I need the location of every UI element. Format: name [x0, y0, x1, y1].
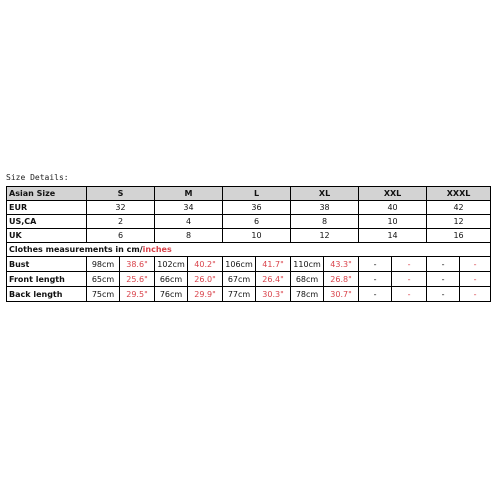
cm-cell: 102cm	[155, 257, 188, 272]
table-cell: 2	[87, 215, 155, 229]
table-cell: 34	[155, 201, 223, 215]
measurement-row-bust	[7, 257, 491, 272]
cm-cell: -	[359, 287, 392, 302]
table-cell: 10	[223, 229, 291, 243]
size-row-uk	[7, 229, 491, 243]
cm-cell: -	[427, 287, 460, 302]
inch-cell: 26.4"	[256, 272, 291, 287]
inch-cell: 29.5"	[120, 287, 155, 302]
table-cell: 10	[359, 215, 427, 229]
size-header-s: S	[87, 187, 155, 201]
table-cell: 36	[223, 201, 291, 215]
inch-cell: 41.7"	[256, 257, 291, 272]
cm-cell: 78cm	[291, 287, 324, 302]
inch-cell: -	[392, 257, 427, 272]
table-cell: 42	[427, 201, 491, 215]
table-cell: 12	[291, 229, 359, 243]
size-chart-table	[6, 186, 491, 302]
inch-cell: 30.7"	[324, 287, 359, 302]
inch-cell: 26.0"	[188, 272, 223, 287]
inch-cell: 38.6"	[120, 257, 155, 272]
cm-cell: -	[359, 257, 392, 272]
inch-cell: 25.6"	[120, 272, 155, 287]
size-details-title: Size Details:	[6, 173, 69, 182]
cm-cell: -	[427, 272, 460, 287]
row-label: UK	[7, 229, 87, 243]
table-cell: 38	[291, 201, 359, 215]
inch-cell: 30.3"	[256, 287, 291, 302]
table-cell: 8	[155, 229, 223, 243]
cm-cell: 77cm	[223, 287, 256, 302]
cm-cell: 98cm	[87, 257, 120, 272]
row-label: Bust	[7, 257, 87, 272]
cm-cell: -	[359, 272, 392, 287]
size-header-xxxl: XXXL	[427, 187, 491, 201]
row-label: EUR	[7, 201, 87, 215]
inch-cell: 26.8"	[324, 272, 359, 287]
cm-cell: -	[427, 257, 460, 272]
inch-cell: -	[460, 272, 491, 287]
size-row-eur	[7, 201, 491, 215]
cm-cell: 66cm	[155, 272, 188, 287]
measurements-heading-row	[7, 243, 491, 257]
measurements-heading	[7, 243, 491, 257]
size-header-xl: XL	[291, 187, 359, 201]
measurement-row-back-length	[7, 287, 491, 302]
inch-cell: -	[460, 257, 491, 272]
inch-cell: 43.3"	[324, 257, 359, 272]
table-cell: 40	[359, 201, 427, 215]
size-row-us-ca	[7, 215, 491, 229]
row-label: Back length	[7, 287, 87, 302]
inch-cell: 40.2"	[188, 257, 223, 272]
cm-cell: 106cm	[223, 257, 256, 272]
measurements-heading-prefix: Clothes measurements in cm/	[9, 245, 143, 254]
table-cell: 12	[427, 215, 491, 229]
header-row	[7, 187, 491, 201]
inch-cell: 29.9"	[188, 287, 223, 302]
cm-cell: 67cm	[223, 272, 256, 287]
size-header-l: L	[223, 187, 291, 201]
row-label: Front length	[7, 272, 87, 287]
inch-cell: -	[392, 287, 427, 302]
table-cell: 16	[427, 229, 491, 243]
measurement-row-front-length	[7, 272, 491, 287]
table-cell: 14	[359, 229, 427, 243]
table-cell: 4	[155, 215, 223, 229]
cm-cell: 68cm	[291, 272, 324, 287]
cm-cell: 76cm	[155, 287, 188, 302]
inch-cell: -	[392, 272, 427, 287]
table-cell: 8	[291, 215, 359, 229]
table-cell: 6	[87, 229, 155, 243]
table-cell: 32	[87, 201, 155, 215]
inch-cell: -	[460, 287, 491, 302]
measurements-heading-suffix: inches	[142, 245, 172, 254]
cm-cell: 75cm	[87, 287, 120, 302]
cm-cell: 110cm	[291, 257, 324, 272]
asian-size-label: Asian Size	[7, 187, 87, 201]
size-header-xxl: XXL	[359, 187, 427, 201]
size-header-m: M	[155, 187, 223, 201]
table-cell: 6	[223, 215, 291, 229]
row-label: US,CA	[7, 215, 87, 229]
cm-cell: 65cm	[87, 272, 120, 287]
